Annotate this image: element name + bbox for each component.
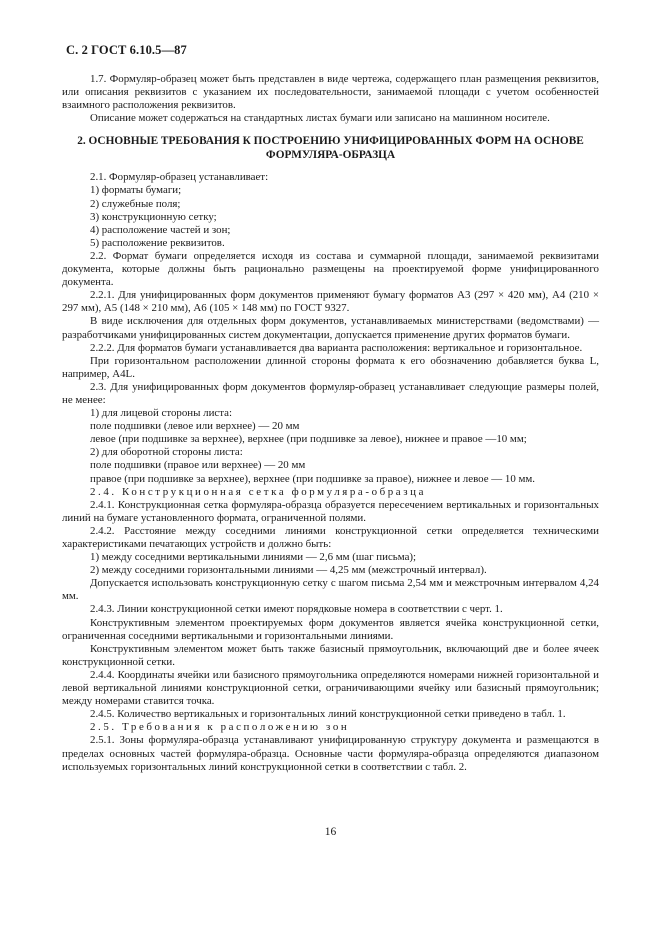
list-item: 2) для оборотной стороны листа: (90, 446, 243, 459)
list-item: 1) форматы бумаги; (90, 184, 182, 197)
paragraph: Допускается использовать конструкционную сетку с шагом письма 2,54 мм и межстрочным интервалом 4,24 мм. (62, 577, 599, 603)
list-item: поле подшивки (правое или верхнее) — 20 мм (90, 459, 306, 472)
paragraph: 1.7. Формуляр-образец может быть представлен в виде чертежа, содержащего план размещения реквизитов, или описания реквизитов с указанием их последовательности, занимаемой площади с учетом особенностей взаимного расположения реквизитов. (62, 73, 599, 112)
paragraph: 2.4.3. Линии конструкционной сетки имеют порядковые номера в соответствии с черт. 1. (90, 603, 503, 616)
paragraph: 2.4.1. Конструкционная сетка формуляра-образца образуется пересечением вертикальных и горизонтальных линий на бумаге установленного формата, ограниченной полями. (62, 498, 599, 524)
list-item: 4) расположение частей и зон; (90, 223, 231, 236)
paragraph: 2.3. Для унифицированных форм документов формуляр-образец устанавливает следующие размеры полей, не менее: (62, 380, 599, 406)
paragraph: 2.5.1. Зоны формуляра-образца устанавливают унифицированную структуру документа и размещаются в пределах основных частей формуляра-образца. Основные части формуляра-образца определяются диапазоном используемых горизонтальных линий конструкционной сетки в соответствии с табл. 2. (62, 734, 599, 773)
section-heading: 2. ОСНОВНЫЕ ТРЕБОВАНИЯ К ПОСТРОЕНИЮ УНИФИЦИРОВАННЫХ ФОРМ НА ОСНОВЕ ФОРМУЛЯРА-ОБРАЗЦА (77, 135, 584, 161)
paragraph: 2.2. Формат бумаги определяется исходя из состава и суммарной площади, занимаемой реквизитами документа, которые должны быть рационально размещены на проектируемой форме унифицированного документа. (62, 249, 599, 289)
paragraph: 2.4.4. Координаты ячейки или базисного прямоугольника определяются номерами нижней горизонтальной и левой вертикальной линиями конструкционной сетки, ограничивающими ячейку или базисный прямоугольник; между номерами ставится точка. (62, 668, 599, 708)
list-item: 5) расположение реквизитов. (90, 236, 225, 249)
paragraph: 2.1. Формуляр-образец устанавливает: (90, 171, 269, 184)
paragraph: Конструктивным элементом проектируемых форм документов является ячейка конструкционной сетки, ограниченная соседними вертикальными и горизонтальными линиями. (62, 616, 599, 642)
list-item: 2) между соседними горизонтальными линиями — 4,25 мм (межстрочный интервал). (90, 564, 487, 577)
paragraph: 2.4.5. Количество вертикальных и горизонтальных линий конструкционной сетки приведено в табл. 1. (90, 708, 566, 721)
page-number: 16 (324, 826, 337, 838)
paragraph: 2.2.1. Для унифицированных форм документов применяют бумагу форматов А3 (297 × 420 мм), А4 (210 × 297 мм), А5 (148 × 210 мм), А6 (105 × 148 мм) по ГОСТ 9327. (62, 289, 599, 315)
paragraph: 2.2.2. Для форматов бумаги устанавливается два варианта расположения: вертикальное и горизонтальное. (90, 341, 583, 354)
list-item: 2) служебные поля; (90, 197, 181, 210)
paragraph: При горизонтальном расположении длинной стороны формата к его обозначению добавляется буква L, например, А4L. (62, 354, 599, 380)
page-header: С. 2 ГОСТ 6.10.5—87 (66, 43, 187, 57)
list-item: 1) для лицевой стороны листа: (90, 407, 232, 420)
paragraph: Описание может содержаться на стандартных листах бумаги или записано на машинном носителе. (90, 112, 550, 125)
paragraph: Конструктивным элементом может быть также базисный прямоугольник, включающий две и более ячеек конструкционной сетки. (62, 642, 599, 668)
subsection-title: 2.4. Конструкционная сетка формуляра-образца (90, 485, 427, 498)
list-item: 3) конструкционную сетку; (90, 210, 217, 223)
paragraph: В виде исключения для отдельных форм документов, устанавливаемых министерствами (ведомствами) — разработчиками унифицированных систем документации, допускается применение других форматов бумаги. (62, 315, 599, 341)
paragraph: левое (при подшивке за верхнее), верхнее (при подшивке за левое), нижнее и правое —10 мм; (90, 433, 527, 446)
list-item: 1) между соседними вертикальными линиями — 2,6 мм (шаг письма); (90, 551, 417, 564)
subsection-title: 2.5. Требования к расположению зон (90, 721, 350, 734)
document-body (62, 73, 599, 774)
list-item: поле подшивки (левое или верхнее) — 20 мм (90, 420, 300, 433)
paragraph: правое (при подшивке за верхнее), верхнее (при подшивке за правое), нижнее и левое — 10 мм. (90, 472, 535, 485)
paragraph: 2.4.2. Расстояние между соседними линиями конструкционной сетки определяется техническими характеристиками печатающих устройств и должно быть: (62, 524, 599, 550)
